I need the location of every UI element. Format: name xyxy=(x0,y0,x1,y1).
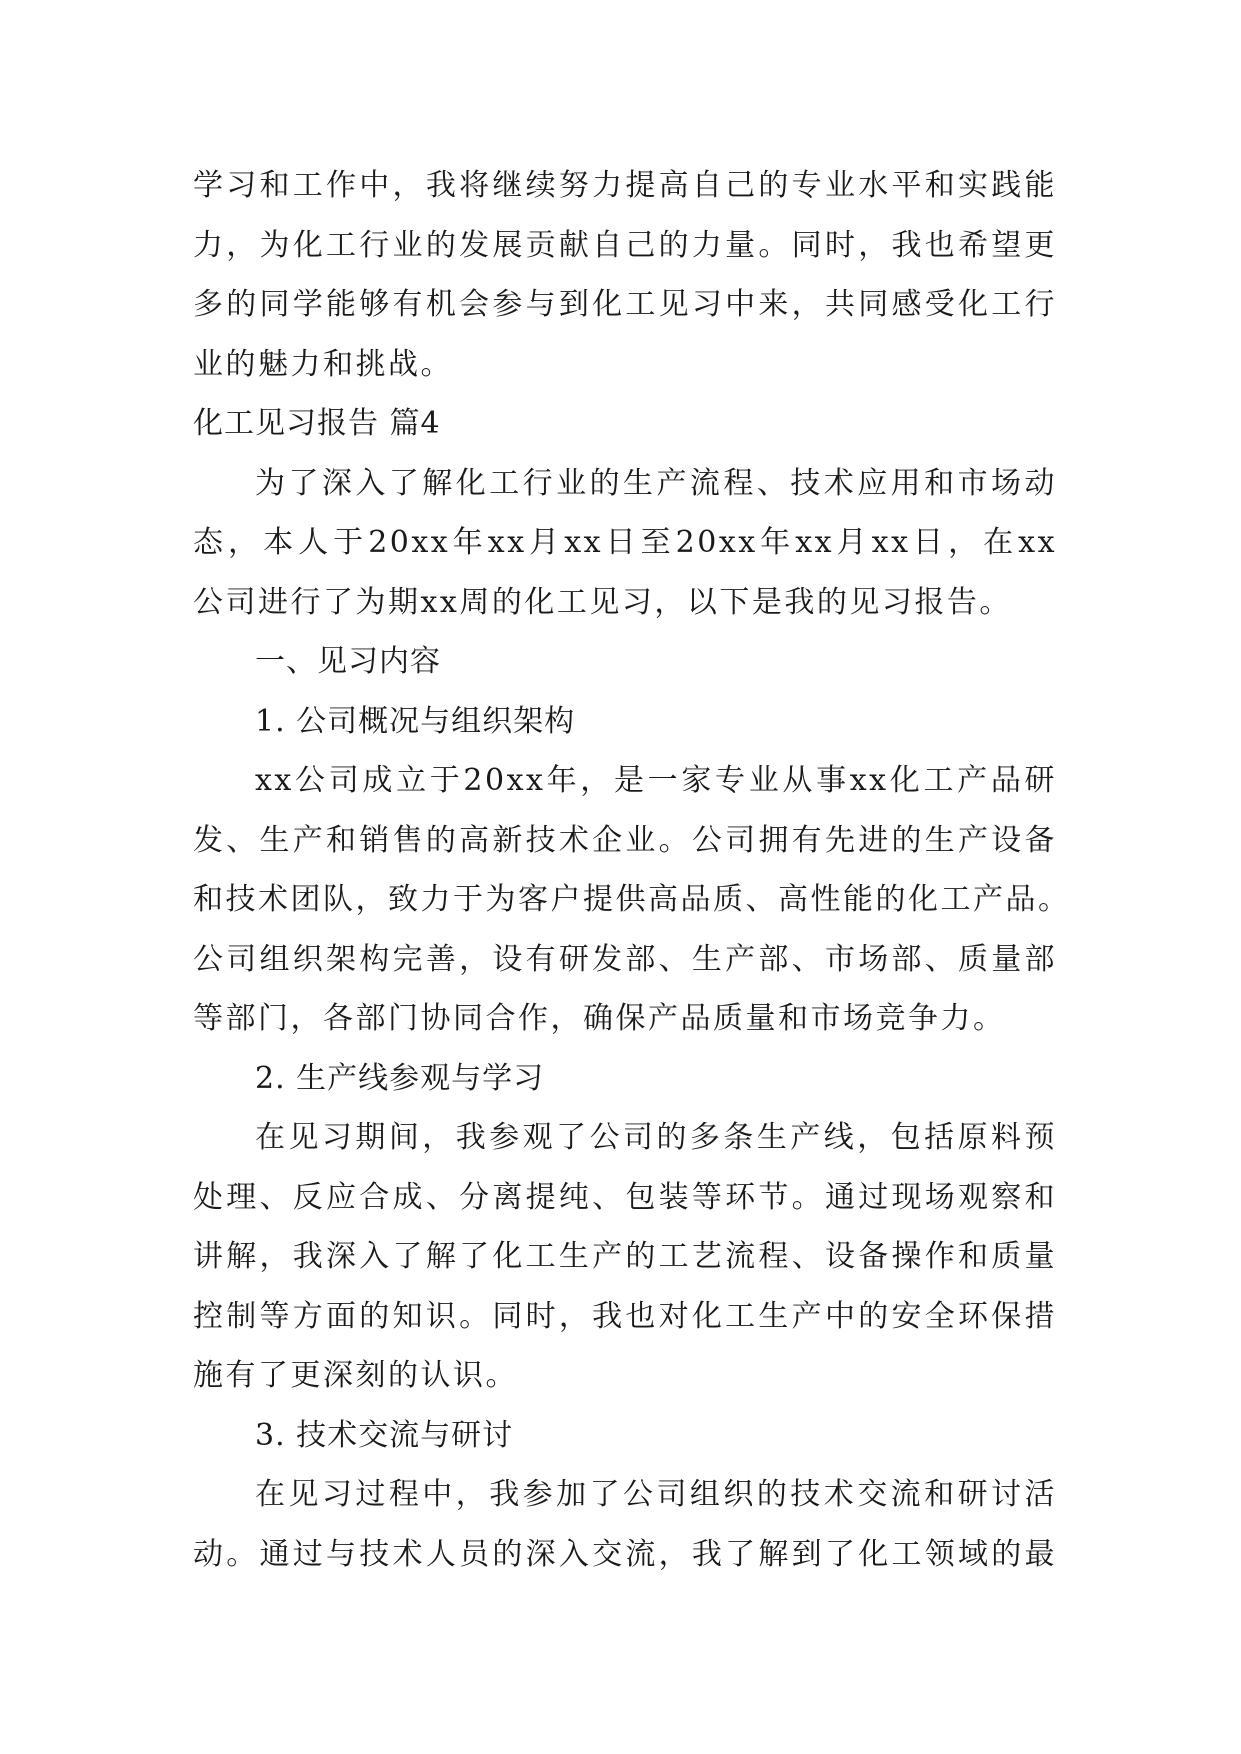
text-line: 发、生产和销售的高新技术企业。公司拥有先进的生产设备 xyxy=(193,822,1057,858)
paragraph-intro xyxy=(193,156,1057,394)
paragraph-production-line xyxy=(193,1108,1057,1406)
subheading-production-line: 2. 生产线参观与学习 xyxy=(255,1060,545,1096)
text-line: 讲解，我深入了解了化工生产的工艺流程、设备操作和质量 xyxy=(193,1239,1057,1274)
text-line: 公司组织架构完善，设有研发部、生产部、市场部、质量部 xyxy=(193,941,1057,977)
subheading-tech-exchange: 3. 技术交流与研讨 xyxy=(255,1417,514,1453)
text-line: 学习和工作中，我将继续努力提高自己的专业水平和实践能 xyxy=(193,168,1057,203)
paragraph-company-overview xyxy=(193,751,1071,1049)
subheading-company-overview: 1. 公司概况与组织架构 xyxy=(255,703,576,739)
heading-see-content: 一、见习内容 xyxy=(255,644,441,679)
text-line: 在见习期间，我参观了公司的多条生产线，包括原料预 xyxy=(255,1120,1057,1155)
text-line: 为了深入了解化工行业的生产流程、技术应用和市场动 xyxy=(255,465,1057,501)
text-line: 多的同学能够有机会参与到化工见习中来，共同感受化工行 xyxy=(193,287,1057,322)
text-line: 业的魅力和挑战。 xyxy=(193,346,453,382)
text-line: 力，为化工行业的发展贡献自己的力量。同时，我也希望更 xyxy=(193,227,1057,263)
text-line: 态，本人于20xx年xx月xx日至20xx年xx月xx日，在xx xyxy=(193,525,1057,560)
paragraph-tech-exchange xyxy=(193,1465,1057,1584)
section-title: 化工见习报告 篇4 xyxy=(193,406,441,441)
text-line: xx公司成立于20xx年，是一家专业从事xx化工产品研 xyxy=(255,763,1057,798)
document-page xyxy=(193,156,1071,1584)
text-line: 动。通过与技术人员的深入交流，我了解到了化工领域的最 xyxy=(193,1536,1057,1572)
text-line: 和技术团队，致力于为客户提供高品质、高性能的化工产品。 xyxy=(193,882,1071,917)
text-line: 公司进行了为期xx周的化工见习，以下是我的见习报告。 xyxy=(193,584,1012,620)
text-line: 在见习过程中，我参加了公司组织的技术交流和研讨活 xyxy=(255,1477,1057,1512)
text-line: 控制等方面的知识。同时，我也对化工生产中的安全环保措 xyxy=(193,1298,1057,1334)
text-line: 等部门，各部门协同合作，确保产品质量和市场竞争力。 xyxy=(193,1001,1006,1036)
text-line: 施有了更深刻的认识。 xyxy=(193,1358,518,1393)
paragraph-purpose xyxy=(193,454,1057,633)
text-line: 处理、反应合成、分离提纯、包装等环节。通过现场观察和 xyxy=(193,1179,1057,1215)
